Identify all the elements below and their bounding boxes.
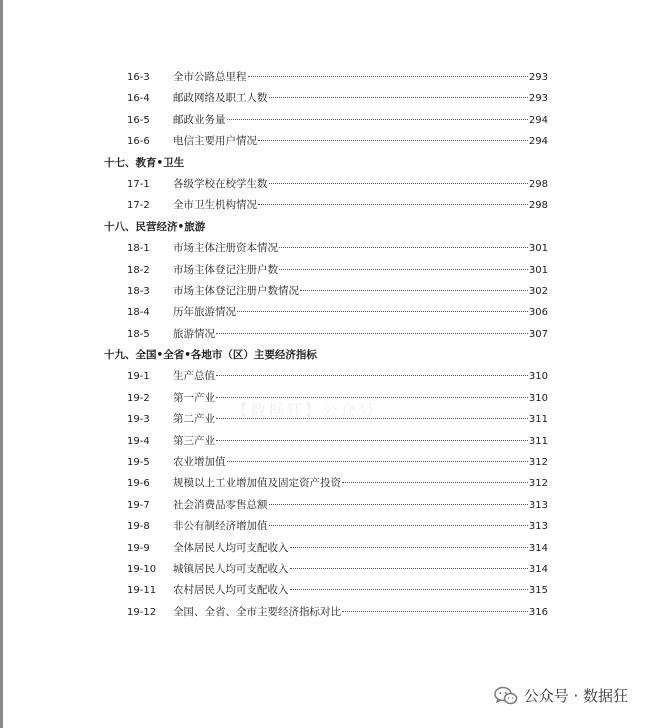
- toc-entry-title: 第一产业: [173, 391, 215, 404]
- toc-entry-page: 314: [528, 542, 548, 554]
- toc-entry-title: 第三产业: [173, 434, 215, 447]
- toc-entry-page: 302: [528, 285, 548, 297]
- toc-dot-leader: [216, 333, 528, 334]
- toc-dot-leader: [269, 504, 528, 505]
- toc-entry-page: 312: [528, 457, 548, 469]
- toc-entry-page: 311: [528, 435, 548, 447]
- toc-entry-number: 18-1: [127, 243, 150, 255]
- toc-section-heading: 十七、教育•卫生: [104, 156, 185, 169]
- toc-entry-number: 19-3: [127, 414, 150, 426]
- toc-entry-number: 19-9: [127, 542, 150, 554]
- toc-entry[interactable]: [104, 174, 548, 195]
- toc-dot-leader: [237, 311, 528, 312]
- toc-dot-leader: [248, 76, 528, 77]
- page-left-border: [0, 0, 3, 728]
- toc-entry-number: 17-1: [127, 178, 150, 190]
- toc-entry[interactable]: [104, 602, 548, 623]
- toc-dot-leader: [300, 290, 528, 291]
- toc-entry-page: 293: [528, 72, 548, 83]
- toc-entry[interactable]: [104, 516, 548, 537]
- toc-entry[interactable]: [104, 281, 548, 302]
- toc-entry[interactable]: [104, 431, 548, 452]
- toc-entry[interactable]: [104, 366, 548, 387]
- table-of-contents: [104, 67, 548, 623]
- toc-entry-page: 310: [528, 392, 548, 404]
- toc-dot-leader: [216, 375, 528, 376]
- toc-entry-title: 规模以上工业增加值及固定资产投资: [173, 477, 341, 490]
- toc-entry[interactable]: [104, 260, 548, 281]
- toc-dot-leader: [258, 140, 528, 141]
- toc-entry-title: 农业增加值: [173, 456, 226, 469]
- toc-entry[interactable]: [104, 88, 548, 109]
- toc-dot-leader: [227, 461, 528, 462]
- toc-entry-title: 全市公路总里程: [173, 71, 247, 83]
- toc-entry-title: 各级学校在校学生数: [173, 177, 268, 190]
- toc-dot-leader: [216, 440, 528, 441]
- toc-dot-leader: [279, 247, 528, 248]
- brand-label: 公众号 · 数据狂: [523, 687, 628, 705]
- toc-dot-leader: [269, 97, 528, 98]
- toc-entry-number: 19-1: [127, 371, 150, 383]
- wechat-brand-mark: [494, 685, 628, 706]
- toc-entry-number: 19-12: [127, 606, 157, 618]
- toc-entry-number: 18-3: [127, 285, 150, 297]
- toc-dot-leader: [290, 547, 528, 548]
- toc-entry-title: 全体居民人均可支配收入: [173, 541, 289, 554]
- toc-entry-page: 294: [528, 114, 548, 126]
- toc-entry-page: 310: [528, 371, 548, 383]
- toc-entry[interactable]: [104, 110, 548, 131]
- toc-entry-page: 294: [528, 136, 548, 148]
- toc-entry-page: 313: [528, 521, 548, 533]
- toc-dot-leader: [342, 611, 528, 612]
- toc-entry-page: 301: [528, 264, 548, 276]
- toc-entry-page: 316: [528, 606, 548, 618]
- toc-entry-number: 19-2: [127, 392, 150, 404]
- toc-entry-title: 旅游情况: [173, 327, 215, 340]
- toc-entry-page: 301: [528, 243, 548, 255]
- toc-entry[interactable]: [104, 538, 548, 559]
- toc-entry[interactable]: [104, 131, 548, 152]
- toc-entry-number: 18-5: [127, 328, 150, 340]
- toc-entry-number: 19-7: [127, 499, 150, 511]
- toc-entry-title: 电信主要用户情况: [173, 135, 257, 148]
- toc-entry[interactable]: [104, 67, 548, 88]
- toc-entry-number: 19-6: [127, 478, 150, 490]
- toc-entry-page: 311: [528, 414, 548, 426]
- toc-entry-title: 邮政业务量: [173, 113, 226, 126]
- toc-section-heading: 十九、全国•全省•各地市（区）主要经济指标: [104, 349, 317, 362]
- toc-entry-title: 全市卫生机构情况: [173, 199, 257, 212]
- toc-entry-title: 生产总值: [173, 370, 215, 383]
- toc-entry-number: 17-2: [127, 200, 150, 212]
- toc-entry-number: 16-5: [127, 114, 150, 126]
- toc-entry-title: 邮政网络及职工人数: [173, 92, 268, 105]
- toc-entry-title: 非公有制经济增加值: [173, 520, 268, 533]
- toc-entry-page: 314: [528, 563, 548, 575]
- toc-entry-title: 全国、全省、全市主要经济指标对比: [173, 605, 341, 618]
- toc-entry-page: 307: [528, 328, 548, 340]
- toc-dot-leader: [227, 119, 528, 120]
- toc-dot-leader: [290, 589, 528, 590]
- toc-dot-leader: [269, 183, 528, 184]
- toc-entry-title: 历年旅游情况: [173, 306, 236, 319]
- toc-entry-number: 19-11: [127, 585, 157, 597]
- toc-entry-number: 19-10: [127, 563, 157, 575]
- toc-entry-title: 城镇居民人均可支配收入: [173, 562, 289, 575]
- toc-entry-number: 16-6: [127, 136, 150, 148]
- toc-entry-number: 18-2: [127, 264, 150, 276]
- toc-entry-title: 社会消费品零售总额: [173, 498, 268, 511]
- faint-watermark: 【数据狂】公众号: [232, 401, 377, 420]
- toc-entry[interactable]: [104, 473, 548, 494]
- toc-entry-page: 298: [528, 200, 548, 212]
- toc-entry-title: 市场主体注册资本情况: [173, 242, 278, 255]
- toc-entry[interactable]: [104, 580, 548, 601]
- toc-dot-leader: [258, 204, 528, 205]
- toc-dot-leader: [216, 418, 528, 419]
- toc-entry-page: 293: [528, 93, 548, 105]
- toc-entry-page: 298: [528, 178, 548, 190]
- toc-entry[interactable]: [104, 388, 548, 409]
- toc-entry-number: 16-3: [127, 72, 150, 83]
- toc-entry[interactable]: [104, 195, 548, 216]
- toc-entry-title: 第二产业: [173, 413, 215, 426]
- toc-entry[interactable]: [104, 452, 548, 473]
- toc-entry-title: 市场主体登记注册户数情况: [173, 284, 299, 297]
- toc-dot-leader: [269, 525, 528, 526]
- toc-section-heading: 十八、民营经济•旅游: [104, 220, 206, 233]
- toc-entry-page: 315: [528, 585, 548, 597]
- toc-dot-leader: [290, 568, 528, 569]
- toc-entry-number: 16-4: [127, 93, 150, 105]
- toc-entry-number: 18-4: [127, 307, 150, 319]
- toc-dot-leader: [342, 482, 528, 483]
- toc-entry[interactable]: [104, 324, 548, 345]
- toc-entry-title: 市场主体登记注册户数: [173, 263, 278, 276]
- toc-entry-number: 19-5: [127, 457, 150, 469]
- toc-entry-number: 19-4: [127, 435, 150, 447]
- toc-entry[interactable]: [104, 409, 548, 430]
- toc-entry[interactable]: [104, 495, 548, 516]
- toc-entry[interactable]: [104, 302, 548, 323]
- toc-entry[interactable]: [104, 559, 548, 580]
- toc-entry[interactable]: [104, 238, 548, 259]
- toc-entry-number: 19-8: [127, 521, 150, 533]
- wechat-icon: [494, 686, 518, 706]
- toc-entry-page: 313: [528, 499, 548, 511]
- toc-entry-title: 农村居民人均可支配收入: [173, 584, 289, 597]
- toc-dot-leader: [279, 269, 528, 270]
- toc-entry-page: 312: [528, 478, 548, 490]
- toc-entry-page: 306: [528, 307, 548, 319]
- toc-dot-leader: [216, 397, 528, 398]
